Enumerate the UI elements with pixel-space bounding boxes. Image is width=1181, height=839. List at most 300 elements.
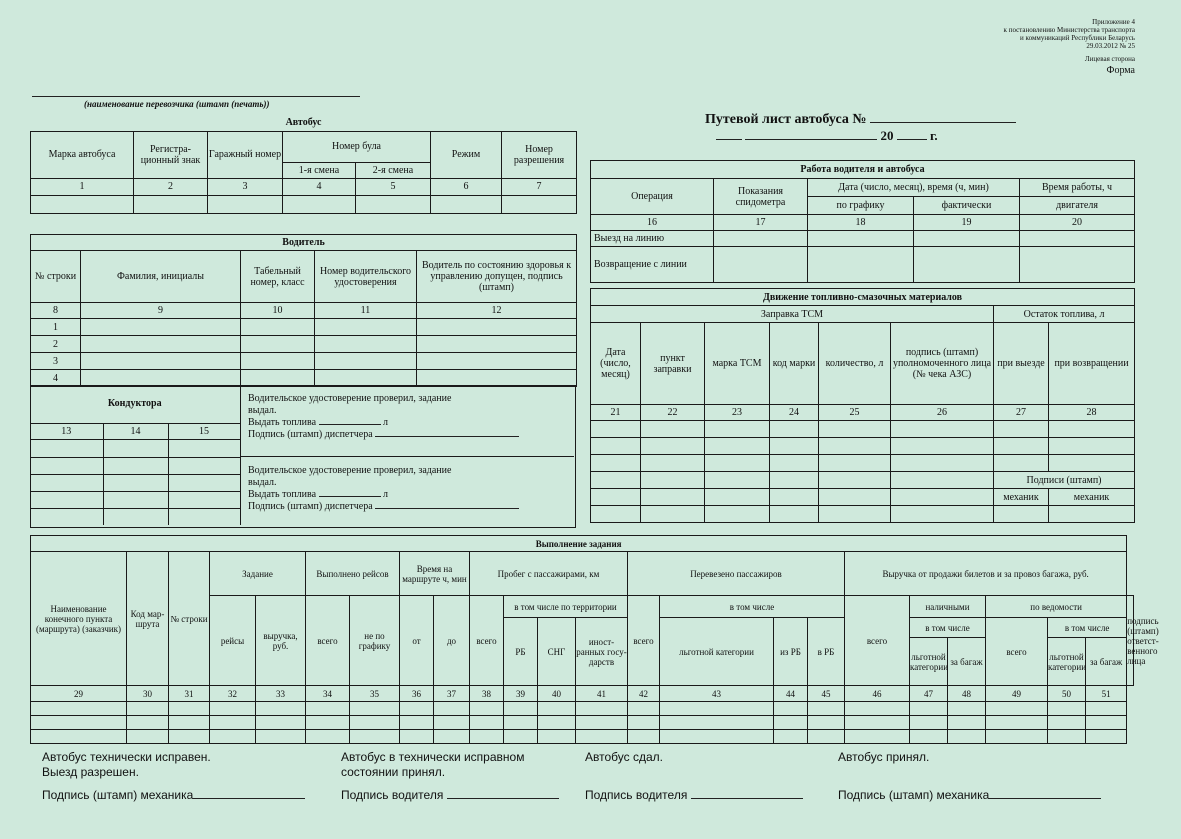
col-num: 36 — [400, 686, 434, 702]
decree-line-2: и коммуникаций Республики Беларусь — [1020, 34, 1135, 42]
task-cell[interactable] — [1048, 702, 1086, 716]
col-num: 16 — [591, 215, 714, 231]
task-cell[interactable] — [31, 730, 127, 744]
dispatcher-sign-field[interactable] — [375, 508, 519, 509]
task-cell[interactable] — [986, 730, 1048, 744]
col-num: 20 — [1020, 215, 1135, 231]
task-cell[interactable] — [306, 716, 350, 730]
fuel-cell[interactable] — [819, 455, 891, 472]
resp-header: подпись (штамп) ответст-венного лица — [1127, 596, 1134, 686]
fuel-brand-header: марка ТСМ — [705, 323, 770, 405]
task-cell[interactable] — [470, 730, 504, 744]
col-num: 51 — [1086, 686, 1127, 702]
task-cell[interactable] — [256, 730, 306, 744]
bus-brand-cell[interactable] — [31, 195, 134, 213]
bus-table — [30, 115, 577, 214]
footer-text: Автобус сдал. — [585, 750, 663, 764]
shift2-cell[interactable] — [356, 195, 431, 213]
col-num: 8 — [31, 303, 81, 319]
task-cell[interactable] — [169, 730, 210, 744]
task-cell[interactable] — [127, 716, 169, 730]
work-cell[interactable] — [808, 247, 914, 283]
task-cell[interactable] — [306, 730, 350, 744]
col-num: 47 — [910, 686, 948, 702]
form-header — [915, 18, 1135, 75]
conductor-cell[interactable] — [168, 508, 240, 525]
rest-header: Остаток топлива, л — [994, 306, 1135, 323]
permit-cell[interactable] — [502, 195, 577, 213]
task-cell[interactable] — [808, 716, 845, 730]
mode-cell[interactable] — [431, 195, 502, 213]
task-cell[interactable] — [350, 730, 400, 744]
fuel-cell[interactable] — [1049, 438, 1135, 455]
time-header: Время на маршруте ч, мин — [400, 552, 470, 596]
col-num: 49 — [986, 686, 1048, 702]
col-num: 4 — [283, 178, 356, 195]
col-num: 3 — [208, 178, 283, 195]
col-num: 19 — [914, 215, 1020, 231]
col-num: 33 — [256, 686, 306, 702]
task-cell[interactable] — [504, 716, 538, 730]
fuel-cell[interactable] — [770, 438, 819, 455]
driver-tab-header: Табельный номер, класс — [241, 251, 315, 303]
footer-sign-label: Подпись водителя — [585, 788, 688, 802]
col-num: 5 — [356, 178, 431, 195]
work-cell[interactable] — [808, 231, 914, 247]
fuel-amount-field[interactable] — [319, 496, 381, 497]
task-cell[interactable] — [31, 702, 127, 716]
work-cell[interactable] — [914, 231, 1020, 247]
fuel-cell[interactable] — [641, 489, 705, 506]
task-cell[interactable] — [808, 730, 845, 744]
done-total-header: всего — [306, 596, 350, 686]
col-num: 44 — [774, 686, 808, 702]
conductor-cell[interactable] — [103, 474, 168, 491]
conductor-cell[interactable] — [103, 439, 168, 457]
fuel-cell[interactable] — [891, 472, 994, 489]
col-num: 9 — [81, 303, 241, 319]
year-field[interactable] — [897, 139, 927, 140]
col-num: 2 — [134, 178, 208, 195]
col-num: 14 — [103, 423, 168, 439]
fuel-cell[interactable] — [891, 421, 994, 438]
task-cell[interactable] — [628, 730, 660, 744]
fuel-cell[interactable] — [641, 438, 705, 455]
driver-license-cell[interactable] — [315, 370, 417, 387]
footer-text: Автобус технически исправен. — [42, 750, 211, 764]
driver-license-cell[interactable] — [315, 336, 417, 353]
pass-header: Перевезено пассажиров — [628, 552, 845, 596]
appendix-label: Приложение 4 — [1092, 18, 1135, 26]
driver-license-cell[interactable] — [315, 319, 417, 336]
driver-tab-cell[interactable] — [241, 353, 315, 370]
fuel-cell[interactable] — [770, 489, 819, 506]
task-cell[interactable] — [1086, 702, 1127, 716]
fuel-cell[interactable] — [705, 506, 770, 523]
task-cell[interactable] — [434, 702, 470, 716]
fuel-cell[interactable] — [705, 438, 770, 455]
refuel-header: Заправка ТСМ — [591, 306, 994, 323]
shift2-header: 2-я смена — [356, 162, 431, 178]
footer-text: Автобус принял. — [838, 750, 930, 764]
waybill-number-field[interactable] — [870, 122, 1016, 123]
task-cell[interactable] — [538, 730, 576, 744]
col-num: 39 — [504, 686, 538, 702]
operation-header: Операция — [591, 179, 714, 215]
dispatch-sign-label: Подпись (штамп) диспетчера — [248, 501, 373, 512]
task-cell[interactable] — [986, 716, 1048, 730]
fuel-cell[interactable] — [891, 489, 994, 506]
col-num: 37 — [434, 686, 470, 702]
conductor-cell[interactable] — [168, 457, 240, 474]
task-cell[interactable] — [1086, 716, 1127, 730]
fuel-cell[interactable] — [770, 472, 819, 489]
task-cell[interactable] — [628, 716, 660, 730]
task-cell[interactable] — [1048, 730, 1086, 744]
task-cell[interactable] — [306, 702, 350, 716]
footer-sign-label: Подпись (штамп) механика — [838, 788, 990, 802]
fuel-unit: л — [383, 417, 389, 428]
fuel-cell[interactable] — [591, 438, 641, 455]
dispatch-sign-label: Подпись (штамп) диспетчера — [248, 429, 373, 440]
task-cell[interactable] — [845, 730, 910, 744]
done-header: Выполнено рейсов — [306, 552, 400, 596]
driver-sign-field[interactable] — [691, 798, 803, 799]
task-cell[interactable] — [986, 702, 1048, 716]
trips-header: рейсы — [210, 596, 256, 686]
engine-header: Время работы, ч — [1020, 179, 1135, 197]
driver-row-num: 3 — [31, 353, 81, 370]
work-cell[interactable] — [1020, 231, 1135, 247]
task-cell[interactable] — [774, 730, 808, 744]
fuel-cell[interactable] — [994, 438, 1049, 455]
task-cell[interactable] — [400, 716, 434, 730]
col-num: 31 — [169, 686, 210, 702]
work-table — [590, 160, 1135, 283]
fuel-cell[interactable] — [591, 489, 641, 506]
fuel-cell[interactable] — [1049, 421, 1135, 438]
col-num: 27 — [994, 405, 1049, 421]
fuel-sign-header: подпись (штамп) уполномоченного лица (№ чека АЗС) — [891, 323, 994, 405]
route-code-header: Код мар-шрута — [127, 552, 169, 686]
fuel-cell[interactable] — [641, 506, 705, 523]
driver-name-cell[interactable] — [81, 336, 241, 353]
bus-permit-header: Номер разрешения — [502, 131, 577, 178]
fuel-cell[interactable] — [641, 421, 705, 438]
conductor-cell[interactable] — [30, 491, 103, 508]
driver-name-cell[interactable] — [81, 353, 241, 370]
col-num: 18 — [808, 215, 914, 231]
fuel-cell[interactable] — [770, 506, 819, 523]
fuel-cell[interactable] — [891, 455, 994, 472]
task-cell[interactable] — [576, 716, 628, 730]
col-num: 50 — [1048, 686, 1086, 702]
mechanic-label: механик — [994, 489, 1049, 506]
fuel-cell[interactable] — [770, 455, 819, 472]
col-num: 41 — [576, 686, 628, 702]
mechanic-sign-cell[interactable] — [994, 506, 1049, 523]
task-cell[interactable] — [350, 716, 400, 730]
fuel-cell[interactable] — [591, 421, 641, 438]
driver-row-header: № строки — [31, 251, 81, 303]
task-cell[interactable] — [660, 730, 774, 744]
fuel-cell[interactable] — [641, 455, 705, 472]
fuel-cell[interactable] — [770, 421, 819, 438]
mechanic-label: механик — [1049, 489, 1135, 506]
task-cell[interactable] — [434, 716, 470, 730]
dispatch-fuel-label: Выдать топлива — [248, 489, 317, 500]
conductor-cell[interactable] — [103, 508, 168, 525]
task-caption: Выполнение задания — [31, 536, 1127, 552]
work-cell[interactable] — [714, 231, 808, 247]
col-num: 28 — [1049, 405, 1135, 421]
time-to-header: до — [434, 596, 470, 686]
statement-incl-header: в том числе — [1048, 618, 1127, 638]
bus-mode-header: Режим — [431, 131, 502, 178]
statement-total-header: всего — [986, 618, 1048, 686]
fuel-cell[interactable] — [705, 421, 770, 438]
fuel-cell[interactable] — [591, 455, 641, 472]
dispatch-fuel-label: Выдать топлива — [248, 417, 317, 428]
col-num: 13 — [30, 423, 103, 439]
footer-block-4 — [838, 750, 1101, 803]
incl-terr-header: в том числе по территории — [504, 596, 628, 618]
fuel-cell[interactable] — [819, 489, 891, 506]
page-title — [705, 112, 1016, 128]
exit-row-label: Выезд на линию — [591, 231, 714, 247]
conductor-cell[interactable] — [30, 508, 103, 525]
driver-tab-cell[interactable] — [241, 370, 315, 387]
task-cell[interactable] — [210, 730, 256, 744]
cash-pref-header: льготной категории — [910, 638, 948, 686]
driver-row-num: 1 — [31, 319, 81, 336]
carrier-line[interactable] — [32, 95, 360, 97]
driver-sign-field[interactable] — [447, 798, 559, 799]
col-num: 15 — [168, 423, 240, 439]
driver-license-cell[interactable] — [315, 353, 417, 370]
col-num: 12 — [417, 303, 577, 319]
col-num: 11 — [315, 303, 417, 319]
conductor-cell[interactable] — [30, 474, 103, 491]
title-date — [716, 128, 938, 144]
rb-header: РБ — [504, 618, 538, 686]
driver-health-cell[interactable] — [417, 319, 577, 336]
fuel-cell[interactable] — [1049, 455, 1135, 472]
task-cell[interactable] — [350, 702, 400, 716]
cash-header: наличными — [910, 596, 986, 618]
assign-header: Задание — [210, 552, 306, 596]
dispatch-line: Водительское удостоверение проверил, задание — [248, 393, 452, 404]
task-cell[interactable] — [1048, 716, 1086, 730]
fuel-cell[interactable] — [819, 438, 891, 455]
col-num: 1 — [31, 178, 134, 195]
conductor-cell[interactable] — [168, 491, 240, 508]
bus-garage-cell[interactable] — [208, 195, 283, 213]
col-num: 40 — [538, 686, 576, 702]
conductor-cell[interactable] — [103, 491, 168, 508]
task-cell[interactable] — [169, 716, 210, 730]
month-field[interactable] — [745, 139, 877, 140]
rest-exit-header: при выезде — [994, 323, 1049, 405]
dispatch-divider — [240, 456, 574, 457]
task-cell[interactable] — [808, 702, 845, 716]
driver-caption: Водитель — [31, 235, 577, 251]
bus-reg-cell[interactable] — [134, 195, 208, 213]
fuel-cell[interactable] — [891, 506, 994, 523]
work-cell[interactable] — [914, 247, 1020, 283]
cash-baggage-header: за багаж — [948, 638, 986, 686]
mechanic-sign-cell[interactable] — [1049, 506, 1135, 523]
task-cell[interactable] — [948, 702, 986, 716]
decree-line-1: к постановлению Министерства транспорта — [1003, 26, 1135, 34]
col-num: 32 — [210, 686, 256, 702]
mechanic-sign-field[interactable] — [193, 798, 305, 799]
day-field[interactable] — [716, 139, 742, 140]
row-header: № строки — [169, 552, 210, 686]
bus-caption: Автобус — [285, 117, 322, 129]
mechanic-sign-field[interactable] — [989, 798, 1101, 799]
conductor-cell[interactable] — [103, 457, 168, 474]
work-caption: Работа водителя и автобуса — [591, 161, 1135, 179]
task-cell[interactable] — [845, 702, 910, 716]
carrier-caption: (наименование перевозчика (штамп (печать)) — [84, 99, 270, 109]
task-cell[interactable] — [504, 730, 538, 744]
driver-name-header: Фамилия, инициалы — [81, 251, 241, 303]
task-cell[interactable] — [576, 702, 628, 716]
task-cell[interactable] — [400, 702, 434, 716]
task-cell[interactable] — [127, 702, 169, 716]
dispatch-block-2 — [248, 465, 568, 513]
task-cell[interactable] — [256, 702, 306, 716]
col-num: 25 — [819, 405, 891, 421]
task-cell[interactable] — [845, 716, 910, 730]
col-num: 26 — [891, 405, 994, 421]
side-label: Лицевая сторона — [1084, 55, 1135, 63]
fuel-cell[interactable] — [591, 506, 641, 523]
fuel-cell[interactable] — [705, 489, 770, 506]
driver-name-cell[interactable] — [81, 370, 241, 387]
bus-brand-header: Марка автобуса — [31, 131, 134, 178]
task-cell[interactable] — [910, 730, 948, 744]
shift1-cell[interactable] — [283, 195, 356, 213]
task-cell[interactable] — [774, 716, 808, 730]
footer-block-2 — [341, 750, 559, 803]
title-main: Путевой лист автобуса № — [705, 112, 867, 127]
fuel-cell[interactable] — [591, 472, 641, 489]
driver-table — [30, 234, 577, 387]
driver-health-cell[interactable] — [417, 370, 577, 387]
task-cell[interactable] — [774, 702, 808, 716]
fuel-cell[interactable] — [891, 438, 994, 455]
conductor-caption: Кондуктора — [30, 385, 240, 423]
driver-tab-cell[interactable] — [241, 319, 315, 336]
year-suffix: г. — [930, 128, 938, 143]
task-cell[interactable] — [256, 716, 306, 730]
task-cell[interactable] — [210, 702, 256, 716]
dispatcher-sign-field[interactable] — [375, 436, 519, 437]
fuel-cell[interactable] — [819, 506, 891, 523]
col-num: 6 — [431, 178, 502, 195]
foreign-header: иност-ранных госу-дарств — [576, 618, 628, 686]
task-cell[interactable] — [434, 730, 470, 744]
bus-reg-header: Регистра-ционный знак — [134, 131, 208, 178]
driver-tab-cell[interactable] — [241, 336, 315, 353]
dispatch-block-1 — [248, 393, 568, 441]
task-cell[interactable] — [1086, 730, 1127, 744]
col-num: 23 — [705, 405, 770, 421]
col-num: 38 — [470, 686, 504, 702]
task-cell[interactable] — [504, 702, 538, 716]
col-num: 7 — [502, 178, 577, 195]
footer-sign-label: Подпись (штамп) механика — [42, 788, 194, 802]
task-cell[interactable] — [910, 716, 948, 730]
fuel-caption: Движение топливно-смазочных материалов — [591, 289, 1135, 306]
task-cell[interactable] — [910, 702, 948, 716]
task-cell[interactable] — [127, 730, 169, 744]
odometer-header: Показания спидометра — [714, 179, 808, 215]
task-cell[interactable] — [538, 716, 576, 730]
task-cell[interactable] — [400, 730, 434, 744]
conductor-cell[interactable] — [30, 439, 103, 457]
fuel-cell[interactable] — [819, 421, 891, 438]
fuel-date-header: Дата (число, месяц) — [591, 323, 641, 405]
dispatch-line: Водительское удостоверение проверил, задание — [248, 465, 452, 476]
conductor-cell[interactable] — [168, 439, 240, 457]
work-cell[interactable] — [1020, 247, 1135, 283]
fuel-table — [590, 288, 1135, 523]
task-cell[interactable] — [660, 702, 774, 716]
task-cell[interactable] — [470, 702, 504, 716]
conductor-cell[interactable] — [30, 457, 103, 474]
task-cell[interactable] — [169, 702, 210, 716]
fuel-cell[interactable] — [705, 472, 770, 489]
task-cell[interactable] — [470, 716, 504, 730]
driver-health-cell[interactable] — [417, 336, 577, 353]
task-cell[interactable] — [948, 716, 986, 730]
task-cell[interactable] — [538, 702, 576, 716]
form-label: Форма — [1106, 65, 1135, 76]
fuel-cell[interactable] — [994, 421, 1049, 438]
statement-pref-header: льготной категории — [1048, 638, 1086, 686]
plan-header: по графику — [808, 197, 914, 215]
task-cell[interactable] — [628, 702, 660, 716]
from-rb-header: из РБ — [774, 618, 808, 686]
offsched-header: не по графику — [350, 596, 400, 686]
driver-row-num: 2 — [31, 336, 81, 353]
col-num: 29 — [31, 686, 127, 702]
footer-sign-label: Подпись водителя — [341, 788, 444, 802]
conductor-cell[interactable] — [168, 474, 240, 491]
task-cell[interactable] — [660, 716, 774, 730]
work-cell[interactable] — [714, 247, 808, 283]
dispatch-line: выдал. — [248, 405, 277, 416]
fuel-cell[interactable] — [641, 472, 705, 489]
fuel-cell[interactable] — [819, 472, 891, 489]
fuel-amount-field[interactable] — [319, 424, 381, 425]
task-cell[interactable] — [576, 730, 628, 744]
task-cell[interactable] — [210, 716, 256, 730]
task-cell[interactable] — [31, 716, 127, 730]
driver-name-cell[interactable] — [81, 319, 241, 336]
task-cell[interactable] — [948, 730, 986, 744]
fuel-point-header: пункт заправки — [641, 323, 705, 405]
driver-health-cell[interactable] — [417, 353, 577, 370]
fact-header: фактически — [914, 197, 1020, 215]
footer-text: Выезд разрешен. — [42, 765, 139, 779]
fuel-cell[interactable] — [994, 455, 1049, 472]
fuel-cell[interactable] — [705, 455, 770, 472]
engine-sub-header: двигателя — [1020, 197, 1135, 215]
